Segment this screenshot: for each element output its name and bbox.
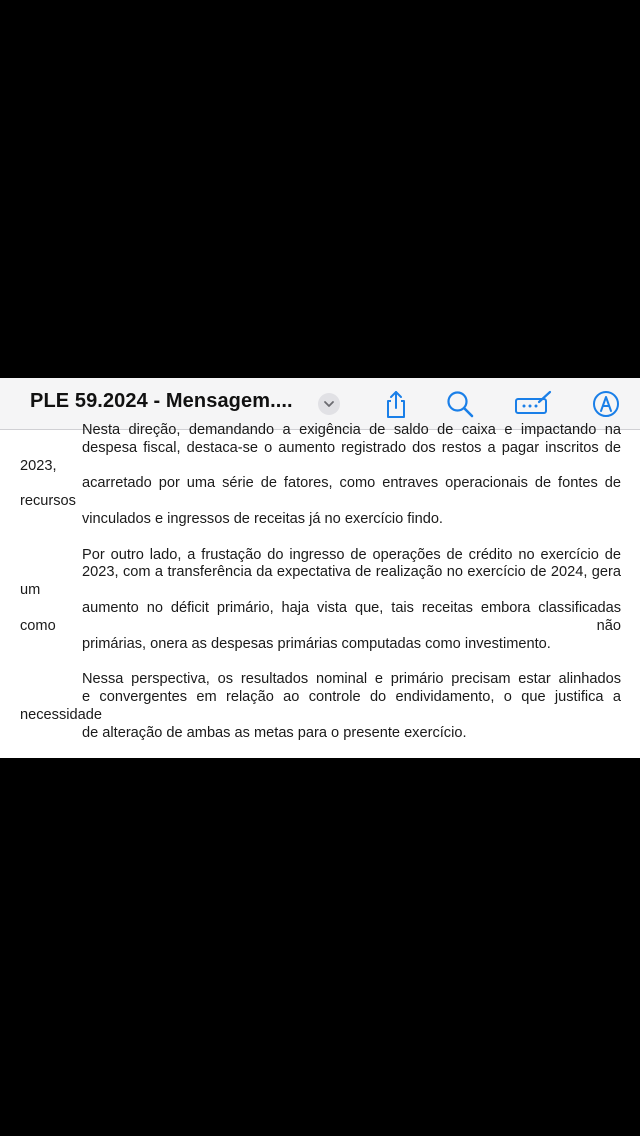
title-menu-button[interactable] <box>318 393 340 415</box>
text-line: e convergentes em relação ao controle do endividamento, o que justifica a necessidade <box>20 688 621 723</box>
text-line: vinculados e ingressos de receitas já no exercício findo. <box>82 510 443 527</box>
text-line: primárias, onera as despesas primárias computadas como investimento. <box>82 635 551 652</box>
text-line: Nesta direção, demandando a exigência de saldo de caixa e impactando na <box>82 422 621 438</box>
letterbox-bottom <box>0 758 640 1136</box>
share-icon <box>380 388 412 420</box>
text-line: Nessa perspectiva, os resultados nominal e primário precisam estar alinhados <box>82 671 621 688</box>
search-button[interactable] <box>444 388 476 420</box>
markup-icon <box>590 388 622 420</box>
paragraph-3 <box>20 671 621 742</box>
paragraph-2 <box>20 547 621 654</box>
annotate-button[interactable] <box>514 388 554 420</box>
text-line: aumento no déficit primário, haja vista que, tais receitas embora classificadas como não <box>20 599 621 634</box>
search-icon <box>444 388 476 420</box>
text-line: Por outro lado, a frustação do ingresso de operações de crédito no exercício de <box>82 546 621 563</box>
text-line: 2023, com a transferência da expectativa de realização no exercício de 2024, gera um <box>20 564 621 599</box>
text-line: acarretado por uma série de fatores, como entraves operacionais de fontes de recursos <box>20 475 621 510</box>
annotate-icon <box>514 388 554 420</box>
text-line: despesa fiscal, destaca-se o aumento registrado dos restos a pagar inscritos de 2023, <box>20 439 621 474</box>
chevron-down-icon <box>323 399 335 409</box>
paragraph-1 <box>20 422 621 529</box>
markup-button[interactable] <box>590 388 622 420</box>
document-title[interactable]: PLE 59.2024 - Mensagem.... <box>30 390 293 412</box>
share-button[interactable] <box>380 388 412 420</box>
pdf-page[interactable] <box>0 422 640 758</box>
text-line: de alteração de ambas as metas para o presente exercício. <box>82 724 467 741</box>
